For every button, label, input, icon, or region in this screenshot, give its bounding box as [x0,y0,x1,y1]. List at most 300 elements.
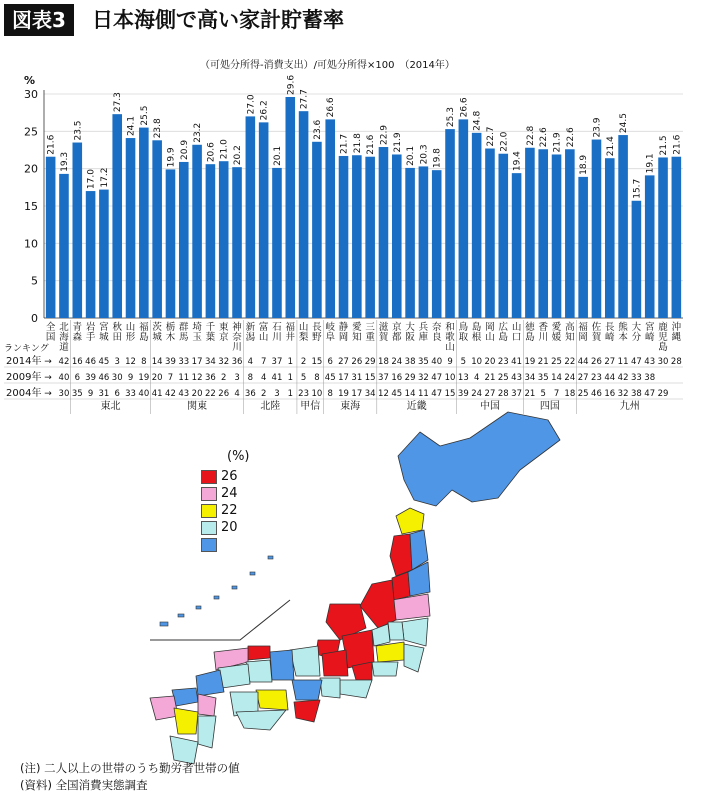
ranking-cell: 1 [287,357,293,367]
map-legend [201,449,250,553]
x-tick-label: 児 [658,332,668,343]
ranking-cell: 21 [524,389,536,399]
ranking-cell: 18 [564,389,576,399]
data-label: 17.2 [99,167,110,188]
ranking-cell: 37 [378,373,389,383]
ranking-cell: 47 [431,389,443,399]
ranking-cell: 33 [630,373,642,383]
x-tick-label: 長 [312,322,322,333]
ranking-cell: 19 [338,389,349,399]
ranking-cell: 37 [271,357,283,367]
x-tick-label: 歌 [445,332,455,343]
y-tick-label: 5 [31,274,38,288]
ranking-cell: 9 [127,373,134,383]
x-tick-label: 茨 [152,322,162,333]
ranking-cell: 7 [167,373,174,383]
ranking-arrow: → [44,389,52,399]
map-kumamoto [174,708,198,734]
x-tick-label: 滋 [378,322,389,333]
map-kanagawa [372,662,398,676]
map-kochi [236,710,286,730]
x-tick-label: 大 [631,322,642,333]
x-tick-label: 和 [445,322,455,333]
map-shiga-kyoto [290,646,320,676]
ranking-cell: 41 [271,373,283,383]
ranking-cell: 5 [460,357,467,367]
data-label: 24.1 [126,116,137,137]
map-yamagata [392,572,410,600]
ranking-cell: 33 [125,389,136,399]
ranking-cell: 8 [314,373,320,383]
x-tick-label: 岐 [325,322,335,333]
x-tick-label: 馬 [179,332,189,343]
legend-label: 24 [221,486,238,501]
ranking-cell: 27 [338,357,349,367]
x-tick-label: 京 [218,332,229,343]
ranking-cell: 8 [247,373,254,383]
ranking-cell: 15 [364,373,376,383]
x-tick-label: 高 [565,322,575,333]
data-label: 22.8 [525,125,536,146]
chart-formula: （可処分所得-消費支出）/可処分所得×100 （2014年） [200,60,455,71]
region-label: 北陸 [260,401,281,412]
ranking-cell: 39 [457,389,469,399]
ranking-cell: 10 [311,389,323,399]
ranking-cell: 42 [165,389,176,399]
ranking-cell: 40 [58,373,70,383]
ranking-cell: 45 [391,389,403,399]
ranking-cell: 7 [553,389,560,399]
data-label: 26.6 [326,97,337,118]
x-tick-label: 田 [112,332,122,343]
data-label: 19.9 [166,147,177,168]
y-tick-label: 30 [24,88,38,101]
note-text: (注) 二人以上の世帯のうち勤労者世帯の値 [20,761,240,775]
x-tick-label: 国 [45,332,56,343]
x-tick-label: 長 [605,322,615,333]
ranking-cell: 44 [577,357,589,367]
ranking-cell: 32 [417,373,429,383]
x-tick-label: 山 [298,322,309,333]
ranking-cell: 6 [114,389,120,399]
x-tick-label: 都 [392,332,402,343]
data-label: 21.9 [552,132,563,153]
ranking-cell: 38 [630,389,642,399]
region-label: 四国 [539,401,560,412]
data-label: 29.6 [286,74,297,95]
ranking-cell: 19 [138,373,150,383]
x-tick-label: 梨 [298,332,309,343]
ranking-cell: 43 [511,373,523,383]
x-tick-label: 縄 [671,332,682,343]
ranking-cell: 43 [644,357,656,367]
ranking-cell: 1 [287,389,293,399]
data-label: 22.7 [485,126,496,147]
legend-item [201,519,250,536]
x-tick-label: 川 [232,342,242,353]
ranking-cell: 23 [298,389,310,399]
ranking-cell: 46 [98,373,110,383]
ranking-cell: 3 [114,357,120,367]
ranking-cell: 7 [260,357,267,367]
map-hyogo [270,650,294,680]
x-tick-label: 東 [218,322,229,333]
x-tick-label: 山 [125,322,136,333]
ranking-cell: 36 [244,389,256,399]
x-tick-label: 取 [458,332,469,343]
ranking-cell: 25 [497,373,509,383]
ranking-cell: 41 [511,357,523,367]
ranking-cell: 35 [71,389,83,399]
x-tick-label: 井 [285,332,296,343]
x-tick-label: 富 [258,322,269,333]
ranking-cell: 6 [327,357,333,367]
data-label: 25.5 [139,105,150,126]
data-label: 21.6 [366,134,377,155]
ranking-cell: 12 [125,357,136,367]
data-label: 19.3 [59,151,70,172]
ranking-cell: 36 [204,373,216,383]
data-label: 27.0 [246,94,257,115]
x-tick-label: 沖 [671,322,682,333]
x-tick-label: 徳 [525,322,535,333]
ranking-cell: 9 [447,357,453,367]
x-tick-label: 城 [152,332,162,343]
x-tick-label: 道 [59,342,69,353]
map-shizuoka [340,680,372,698]
x-tick-label: 重 [365,332,375,343]
ranking-cell: 42 [617,373,629,383]
data-label: 17.0 [86,169,97,190]
legend-item [201,502,250,519]
x-tick-label: 分 [631,332,642,343]
ranking-cell: 8 [327,389,333,399]
data-label: 23.2 [193,122,204,143]
ranking-cell: 38 [644,373,656,383]
region-label: 近畿 [406,401,427,412]
data-label: 18.9 [579,154,590,175]
x-tick-label: 千 [205,322,216,333]
legend-label: 22 [221,503,238,518]
ranking-cell: 22 [564,357,576,367]
data-label: 20.3 [419,144,430,165]
x-tick-label: 玉 [192,332,202,343]
ranking-cell: 11 [178,373,190,383]
ranking-cell: 29 [657,389,669,399]
ranking-cell: 34 [524,373,536,383]
x-tick-label: 宮 [99,322,109,333]
data-label: 26.2 [259,100,270,121]
ranking-cell: 26 [591,357,602,367]
x-tick-label: 鳥 [458,322,469,333]
x-tick-label: 大 [405,322,415,333]
ranking-cell: 14 [404,389,416,399]
ranking-cell: 45 [98,357,110,367]
x-tick-label: 群 [179,322,189,333]
data-label: 19.4 [512,151,523,172]
x-tick-label: 潟 [245,332,256,343]
ranking-cell: 30 [657,357,669,367]
ranking-cell: 5 [300,373,307,383]
x-tick-label: 阜 [325,332,335,343]
ranking-cell: 32 [617,389,629,399]
x-tick-label: 三 [365,322,375,333]
ranking-cell: 11 [417,389,429,399]
y-tick-label: 20 [24,162,38,176]
legend-item [201,485,250,502]
data-label: 15.7 [632,178,643,199]
ranking-cell: 5 [540,389,546,399]
map-oita [198,694,216,716]
ranking-cell: 16 [604,389,616,399]
legend-swatch-20 [201,521,217,535]
data-label: 20.1 [406,145,417,166]
x-tick-label: 山 [258,332,269,343]
map-gifu [322,650,348,676]
data-label: 25.3 [446,107,457,128]
ranking-cell: 1 [287,373,293,383]
ranking-cell: 22 [204,389,216,399]
ranking-cell: 24 [391,357,403,367]
ranking-cell: 27 [577,373,589,383]
x-tick-label: 海 [59,332,69,343]
ranking-cell: 3 [274,389,280,399]
ranking-cell: 10 [471,357,483,367]
ranking-cell: 2 [221,373,227,383]
map-aomori [396,508,424,534]
ranking-cell: 26 [218,389,230,399]
x-tick-label: 岩 [85,322,96,333]
region-label: 中国 [479,401,500,412]
ranking-cell: 39 [85,373,97,383]
source-text: (資料) 全国消費実態調査 [20,778,148,792]
x-tick-label: 賀 [591,332,602,343]
ranking-cell: 47 [630,357,642,367]
ranking-cell: 6 [74,373,80,383]
y-tick-label: 10 [24,237,38,251]
data-label: 19.8 [432,148,443,169]
x-tick-label: 埼 [192,322,202,333]
x-tick-label: 崎 [605,332,615,343]
ranking-cell: 28 [670,357,682,367]
ranking-cell: 26 [351,357,363,367]
data-label: 22.6 [565,127,576,148]
map-fukuoka [172,688,198,706]
ranking-cell: 17 [191,357,203,367]
x-tick-label: 野 [312,332,322,343]
ranking-header: ランキング [4,344,49,354]
data-label: 24.5 [619,113,630,134]
x-tick-label: 栃 [165,322,176,333]
ranking-cell: 28 [497,389,509,399]
x-tick-label: 良 [431,332,442,343]
ranking-cell: 21 [484,373,496,383]
data-label: 26.6 [459,97,470,118]
ranking-cell: 3 [234,373,240,383]
ranking-cell: 4 [247,357,254,367]
map-niigata [360,580,396,628]
ranking-cell: 17 [338,373,349,383]
x-tick-label: 川 [538,332,548,343]
ranking-cell: 2 [300,357,307,367]
x-tick-label: 青 [72,322,83,333]
x-tick-label: 阪 [405,332,415,343]
x-tick-label: 奈 [232,332,242,343]
x-tick-label: 島 [498,332,509,343]
data-label: 19.1 [645,153,656,174]
map-yamaguchi [196,670,224,696]
ranking-cell: 16 [71,357,83,367]
ranking-cell: 46 [591,389,602,399]
x-tick-label: 石 [272,322,282,333]
x-tick-label: 京 [392,322,402,333]
ranking-cell: 34 [204,357,216,367]
ranking-cell: 29 [364,357,376,367]
data-label: 23.5 [73,120,84,141]
x-tick-label: 福 [285,322,296,333]
ranking-cell: 34 [364,389,376,399]
map-ibaraki [402,618,428,646]
map-aichi [320,678,340,698]
data-label: 22.9 [379,124,390,146]
ranking-cell: 35 [537,373,549,383]
data-label: 21.6 [46,134,57,155]
ranking-cell: 32 [218,357,230,367]
ranking-cell: 42 [58,357,70,367]
ranking-cell: 19 [524,357,536,367]
ranking-year-label: 2014年 [6,356,42,367]
data-label: 24.8 [472,110,483,131]
ranking-cell: 25 [551,357,562,367]
ranking-cell: 46 [85,357,97,367]
ranking-cell: 20 [151,373,163,383]
data-label: 22.6 [539,127,550,148]
x-tick-label: 庫 [418,332,429,343]
map-tottori [248,646,270,660]
data-label: 27.3 [113,92,124,113]
x-tick-label: 岡 [485,322,495,333]
x-tick-label: 崎 [644,332,655,343]
ranking-cell: 25 [577,389,589,399]
region-label: 東北 [100,401,121,412]
y-tick-label: 0 [31,312,38,325]
x-tick-label: 口 [511,332,522,343]
ranking-cell: 12 [378,389,389,399]
x-tick-label: 鹿 [658,322,668,333]
ranking-cell: 45 [324,373,336,383]
legend-item [201,468,250,485]
x-tick-label: 木 [165,332,176,343]
x-tick-label: 本 [618,332,628,343]
x-tick-label: 岡 [578,332,588,343]
ranking-cell: 43 [178,389,190,399]
map-tochigi [388,622,404,640]
x-tick-label: 全 [45,322,56,333]
x-tick-label: 愛 [352,322,362,333]
x-tick-label: 知 [352,332,362,343]
x-tick-label: 香 [538,322,548,333]
ranking-cell: 40 [138,389,150,399]
data-label: 21.9 [392,132,403,153]
ranking-year-label: 2009年 [6,372,42,383]
ranking-cell: 27 [484,389,496,399]
data-label: 20.2 [233,145,244,166]
x-tick-label: 熊 [618,322,628,333]
ranking-year-label: 2004年 [6,388,42,399]
map-hokkaido [398,412,560,506]
ranking-cell: 44 [604,373,616,383]
y-axis-label: % [24,74,36,87]
legend-unit: (%) [227,449,250,464]
data-label: 21.7 [339,133,350,154]
ranking-cell: 11 [617,357,629,367]
x-tick-label: 山 [485,332,495,343]
ranking-cell: 4 [234,389,240,399]
ranking-cell: 21 [537,357,549,367]
map-saitama-tokyo [376,642,404,662]
ranking-cell: 41 [151,389,163,399]
x-tick-label: 山 [445,342,455,353]
data-label: 23.9 [592,117,603,138]
ranking-cell: 24 [471,389,483,399]
x-tick-label: 知 [565,332,575,343]
legend-swatch-low [201,538,217,552]
ranking-cell: 18 [378,357,389,367]
ranking-cell: 23 [591,373,602,383]
ranking-cell: 24 [564,373,576,383]
ranking-cell: 39 [165,357,176,367]
ranking-cell: 36 [231,357,243,367]
ranking-cell: 20 [191,389,203,399]
ranking-cell: 27 [604,357,616,367]
data-label: 20.6 [206,142,217,163]
ranking-cell: 47 [431,373,443,383]
data-label: 21.8 [352,133,363,154]
x-tick-label: 根 [471,332,482,343]
x-tick-label: 島 [525,332,535,343]
x-tick-label: 広 [498,322,509,333]
ranking-cell: 31 [98,389,110,399]
x-tick-label: 城 [99,332,109,343]
ranking-cell: 8 [141,357,147,367]
ranking-cell: 35 [417,357,429,367]
data-label: 21.4 [605,136,616,157]
map-chiba [404,644,424,672]
data-label: 27.7 [299,89,310,110]
x-tick-label: 福 [578,322,588,333]
ranking-cell: 31 [351,373,363,383]
ranking-cell: 16 [391,373,403,383]
x-tick-label: 島 [658,342,668,353]
okinawa-inset-frame [150,600,290,640]
map-gunma [372,624,390,646]
x-tick-label: 秋 [112,322,122,333]
ranking-cell: 37 [511,389,523,399]
ranking-cell: 12 [191,373,203,383]
map-kagawa-tokushima [256,690,288,710]
data-label: 23.8 [153,118,164,139]
region-label: 東海 [340,401,361,412]
ranking-cell: 4 [473,373,480,383]
region-label: 甲信 [300,401,321,412]
map-wakayama [294,700,320,722]
map-miyazaki [198,716,216,748]
ranking-cell: 2 [260,389,267,399]
ranking-cell: 4 [260,373,267,383]
legend-item [201,536,250,553]
legend-swatch-22 [201,504,217,518]
ranking-cell: 14 [151,357,163,367]
